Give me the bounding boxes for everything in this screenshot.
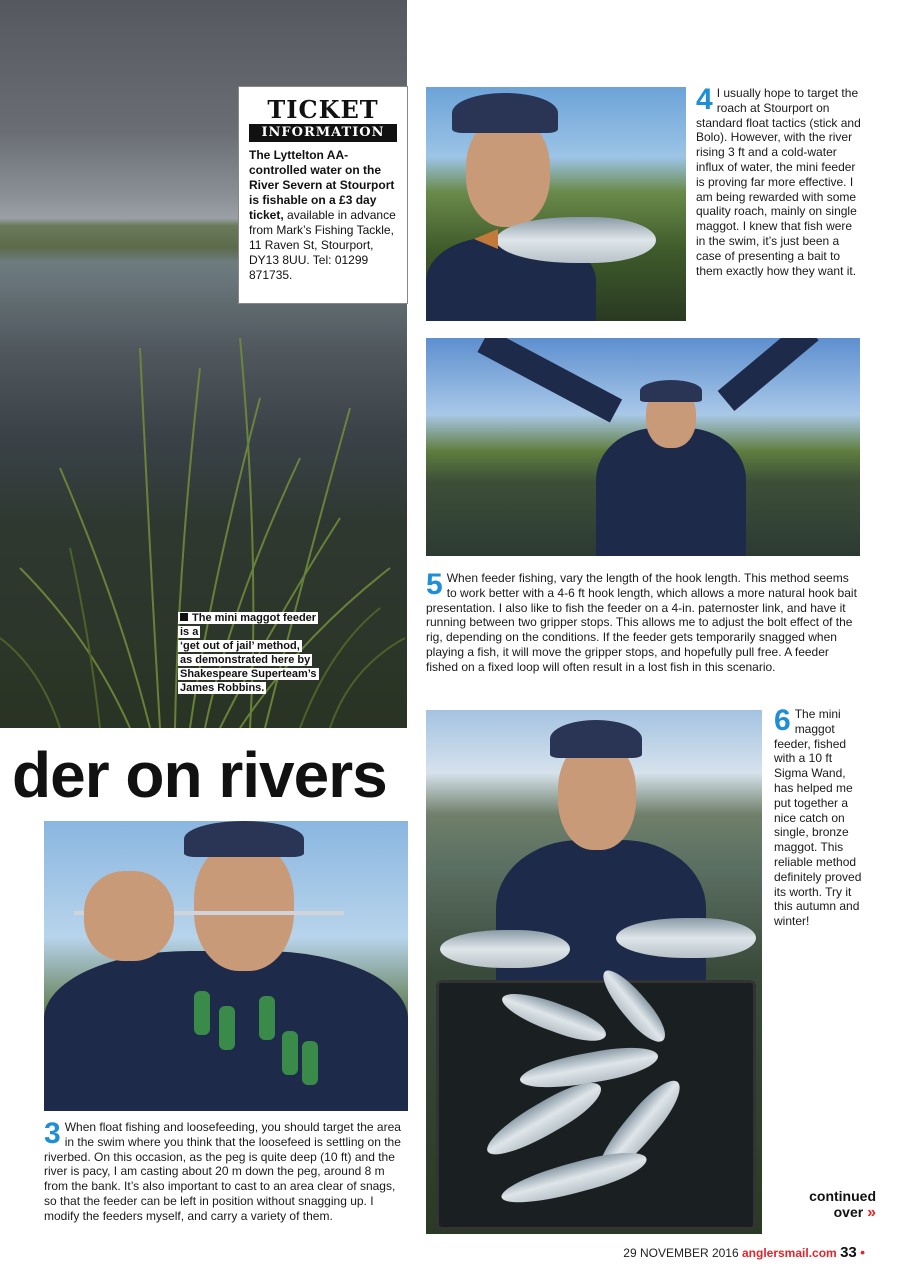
- tip-3-number: 3: [44, 1117, 61, 1150]
- tip-6-body: The mini maggot feeder, fished with a 10 ft Sigma Wand, has helped me put together a nice catch on single, bronze maggot. This reliable method definitely proved its worth. Try it this autumn and winter!: [774, 707, 862, 929]
- issue-date: 29 NOVEMBER 2016: [623, 1246, 739, 1260]
- angler-with-catch-photo: [426, 710, 762, 1234]
- caption-line: James Robbins.: [180, 682, 265, 694]
- feeder-icon: [282, 1031, 298, 1075]
- headline: der on rivers: [12, 739, 387, 811]
- ticket-title: TICKET: [267, 95, 379, 124]
- tip-3-body: When float fishing and loosefeeding, you should target the area in the swim where you think that the loosefeed is settling on the riverbed. On this occasion, as the peg is quite deep (10 ft) and the river is pacy, I am casting about 20 m down the peg, around 8 m from the bank. It’s also important to cast to an area clear of snags, so that the feeder can be left in position without snagging up. I modify the feeders myself, and carry a variety of them.: [44, 1120, 401, 1223]
- caption-bullet-icon: [180, 613, 188, 621]
- caption-line: as demonstrated here by: [180, 654, 311, 666]
- roach-fish: [496, 217, 656, 263]
- page-footer: [623, 1244, 865, 1261]
- angler-holding-feeders-photo: [44, 821, 408, 1111]
- keepnet: [436, 980, 756, 1230]
- tip-6-number: 6: [774, 704, 791, 737]
- red-dot-icon: •: [860, 1244, 865, 1260]
- ticket-text: [249, 148, 397, 283]
- tip-3-text: [44, 1117, 408, 1224]
- feeder-icon: [219, 1006, 235, 1050]
- feeder-icon: [259, 996, 275, 1040]
- tip-6-text: [774, 704, 866, 929]
- roach-fish: [440, 930, 570, 968]
- tip-5-body: When feeder fishing, vary the length of the hook length. This method seems to work better with a 4-6 ft hook length, which allows a more natural hook bait presentation. I also like to fish the feeder on a 4-in. paternoster link, and have it running between two gripper stops. This allows me to adjust the bolt effect of the rig, depending on the conditions. If the feeder gets temporarily snagged when playing a fish, it will move the gripper stops, and hopefully pull free. A feeder fished on a fixed loop will often result in a lost fish in this scenario.: [426, 571, 857, 674]
- ticket-bold-text: The Lyttelton AA-controlled water on the River Severn at Stourport is fishable on a £3 day ticket,: [249, 148, 395, 222]
- continued-over: [792, 1188, 876, 1221]
- tip-4-text: [696, 83, 864, 278]
- caption-line: The mini maggot feeder is a: [180, 612, 317, 638]
- tip-4-number: 4: [696, 83, 713, 116]
- caption-line: ‘get out of jail’ method,: [180, 640, 300, 652]
- feeder-icon: [302, 1041, 318, 1085]
- roach-fish: [616, 918, 756, 958]
- tip-5-text: [426, 568, 860, 675]
- ticket-subtitle: INFORMATION: [249, 124, 397, 142]
- river-photo-caption: [178, 611, 328, 695]
- ticket-info-box: [238, 86, 408, 304]
- caption-line: Shakespeare Superteam’s: [180, 668, 317, 680]
- continued-label: continued: [809, 1188, 876, 1204]
- hand: [84, 871, 174, 961]
- ticket-plain-text: available in advance from Mark’s Fishing Tackle, 11 Raven St, Stourport, DY13 8UU. Tel: 01299 871735.: [249, 208, 396, 282]
- page-number: 33: [840, 1244, 857, 1261]
- angler-holding-roach-photo: [426, 87, 686, 321]
- tip-5-number: 5: [426, 568, 443, 601]
- over-label: over: [833, 1204, 864, 1220]
- double-chevron-icon: »: [867, 1204, 876, 1221]
- website-link[interactable]: anglersmail.com: [742, 1246, 837, 1260]
- feeder-icon: [194, 991, 210, 1035]
- angler-arms-outstretched-photo: [426, 338, 860, 556]
- tip-4-body: I usually hope to target the roach at Stourport on standard float tactics (stick and Bolo). However, with the river rising 3 ft and a cold-water influx of water, the mini feeder is proving far more effective. I am being rewarded with some quality roach, mainly on single maggot. I knew that fish were in the swim, it’s just been a case of presenting a bait to them exactly how they want it.: [696, 86, 861, 278]
